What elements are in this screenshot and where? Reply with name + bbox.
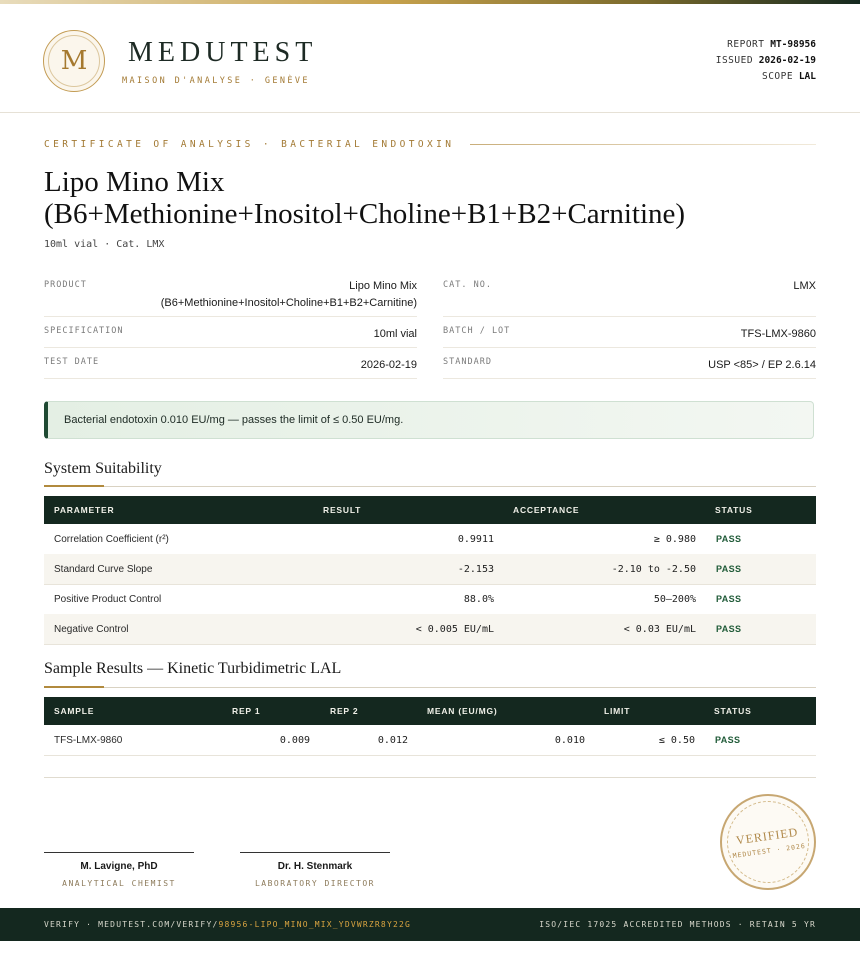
col-header-parameter: PARAMETER bbox=[54, 505, 115, 515]
status-badge: PASS bbox=[716, 564, 742, 574]
accreditation-note: ISO/IEC 17025 ACCREDITED METHODS · RETAIN 5 YR bbox=[539, 920, 816, 929]
cell-sample: TFS-LMX-9860 bbox=[54, 735, 123, 746]
page-title bbox=[44, 166, 685, 230]
cell-parameter: Standard Curve Slope bbox=[54, 564, 153, 575]
table-row bbox=[44, 725, 816, 756]
cell-result: 88.0% bbox=[463, 594, 494, 605]
section-accent bbox=[44, 686, 104, 688]
signatory-role: ANALYTICAL CHEMIST bbox=[62, 879, 176, 888]
cell-parameter: Negative Control bbox=[54, 624, 129, 635]
col-header-status: STATUS bbox=[714, 706, 752, 716]
col-header-acceptance: ACCEPTANCE bbox=[513, 505, 580, 515]
table-row bbox=[44, 554, 816, 585]
cell-rep1: 0.009 bbox=[279, 735, 310, 746]
kicker-rule bbox=[470, 144, 816, 145]
cell-result: -2.153 bbox=[457, 564, 494, 575]
col-header-status: STATUS bbox=[715, 505, 753, 515]
cell-result: < 0.005 EU/mL bbox=[415, 624, 494, 635]
product-name-line-2: (B6+Methionine+Inositol+Choline+B1+B2+Carnitine) bbox=[160, 297, 417, 309]
signatory-name: M. Lavigne, PhD bbox=[80, 861, 158, 872]
col-header-sample: SAMPLE bbox=[54, 706, 95, 716]
field-value bbox=[161, 278, 417, 312]
samples-table-header bbox=[44, 697, 816, 725]
product-subline: 10ml vial · Cat. LMX bbox=[44, 239, 165, 250]
seal-sub-text: MEDUTEST · 2026 bbox=[732, 841, 807, 861]
cell-acceptance: -2.10 to -2.50 bbox=[611, 564, 696, 575]
title-line-2: (B6+Methionine+Inositol+Choline+B1+B2+Carnitine) bbox=[44, 198, 686, 230]
seal-main-text: VERIFIED bbox=[735, 824, 800, 848]
cell-acceptance: < 0.03 EU/mL bbox=[623, 624, 696, 635]
table-row bbox=[44, 614, 816, 645]
page-footer bbox=[0, 908, 860, 941]
field-batch bbox=[443, 316, 816, 348]
field-label: STANDARD bbox=[443, 357, 492, 367]
cell-mean: 0.010 bbox=[554, 735, 585, 746]
issued-date: 2026-02-19 bbox=[758, 55, 816, 66]
field-label: SPECIFICATION bbox=[44, 326, 124, 336]
cell-acceptance: 50–200% bbox=[653, 594, 696, 605]
cell-limit: ≤ 0.50 bbox=[658, 735, 695, 746]
document-kicker: CERTIFICATE OF ANALYSIS · BACTERIAL ENDOTOXIN bbox=[44, 139, 455, 150]
seal-text bbox=[716, 790, 820, 894]
signature-divider bbox=[44, 777, 816, 778]
signature-line bbox=[44, 852, 194, 853]
report-label: REPORT bbox=[727, 39, 765, 50]
brand-name: MEDUTEST bbox=[128, 37, 318, 68]
col-header-rep1: REP 1 bbox=[232, 706, 261, 716]
field-value: TFS-LMX-9860 bbox=[740, 328, 816, 340]
field-catno bbox=[443, 277, 816, 317]
table-row bbox=[44, 524, 816, 555]
section-title-samples: Sample Results — Kinetic Turbidimetric LAL bbox=[44, 660, 342, 677]
field-standard bbox=[443, 347, 816, 379]
brand-logo bbox=[43, 30, 105, 92]
field-label: CAT. NO. bbox=[443, 280, 492, 290]
status-badge: PASS bbox=[716, 624, 742, 634]
field-product bbox=[44, 277, 417, 317]
table-row bbox=[44, 584, 816, 615]
product-name-line-1: Lipo Mino Mix bbox=[349, 280, 417, 292]
cell-rep2: 0.012 bbox=[377, 735, 408, 746]
cell-acceptance: ≥ 0.980 bbox=[653, 534, 696, 545]
brand-tagline: MAISON D'ANALYSE · GENÈVE bbox=[122, 76, 310, 86]
suitability-table-header bbox=[44, 496, 816, 524]
field-value: 2026-02-19 bbox=[360, 359, 417, 371]
col-header-mean: MEAN (EU/MG) bbox=[427, 706, 498, 716]
report-number: MT-98956 bbox=[770, 39, 816, 50]
issued-label: ISSUED bbox=[715, 55, 754, 66]
field-label: BATCH / LOT bbox=[443, 326, 511, 336]
logo-monogram: M bbox=[48, 35, 100, 87]
section-accent bbox=[44, 485, 104, 487]
field-label: PRODUCT bbox=[44, 280, 87, 290]
col-header-result: RESULT bbox=[323, 505, 362, 515]
field-value: USP <85> / EP 2.6.14 bbox=[708, 359, 816, 371]
title-line-1: Lipo Mino Mix bbox=[44, 166, 225, 198]
status-badge: PASS bbox=[715, 735, 741, 745]
status-badge: PASS bbox=[716, 594, 742, 604]
verified-seal bbox=[720, 794, 816, 890]
cell-parameter: Correlation Coefficient (r²) bbox=[54, 534, 169, 545]
field-value: LMX bbox=[793, 280, 816, 292]
verify-prefix: VERIFY · MEDUTEST.COM/VERIFY/ bbox=[44, 920, 219, 929]
result-summary: Bacterial endotoxin 0.010 EU/mg — passes the limit of ≤ 0.50 EU/mg. bbox=[64, 414, 404, 426]
field-specification bbox=[44, 316, 417, 348]
result-banner bbox=[44, 401, 814, 439]
field-label: TEST DATE bbox=[44, 357, 100, 367]
section-rule bbox=[44, 687, 816, 688]
report-meta bbox=[716, 37, 816, 85]
cell-result: 0.9911 bbox=[457, 534, 494, 545]
verify-line bbox=[44, 920, 411, 929]
col-header-rep2: REP 2 bbox=[330, 706, 359, 716]
scope-value: LAL bbox=[798, 71, 816, 82]
field-test-date bbox=[44, 347, 417, 379]
col-header-limit: LIMIT bbox=[604, 706, 631, 716]
status-badge: PASS bbox=[716, 534, 742, 544]
cell-parameter: Positive Product Control bbox=[54, 594, 162, 605]
verify-link[interactable]: 98956-LIPO_MINO_MIX_YDVWRZR8Y22G bbox=[218, 920, 412, 929]
scope-label: SCOPE bbox=[761, 71, 794, 82]
page-header bbox=[0, 4, 860, 113]
field-value: 10ml vial bbox=[373, 328, 417, 340]
section-rule bbox=[44, 486, 816, 487]
signature-line bbox=[240, 852, 390, 853]
section-title-suitability: System Suitability bbox=[44, 460, 162, 477]
signatory-name: Dr. H. Stenmark bbox=[277, 861, 353, 872]
signatory-role: LABORATORY DIRECTOR bbox=[254, 879, 375, 888]
